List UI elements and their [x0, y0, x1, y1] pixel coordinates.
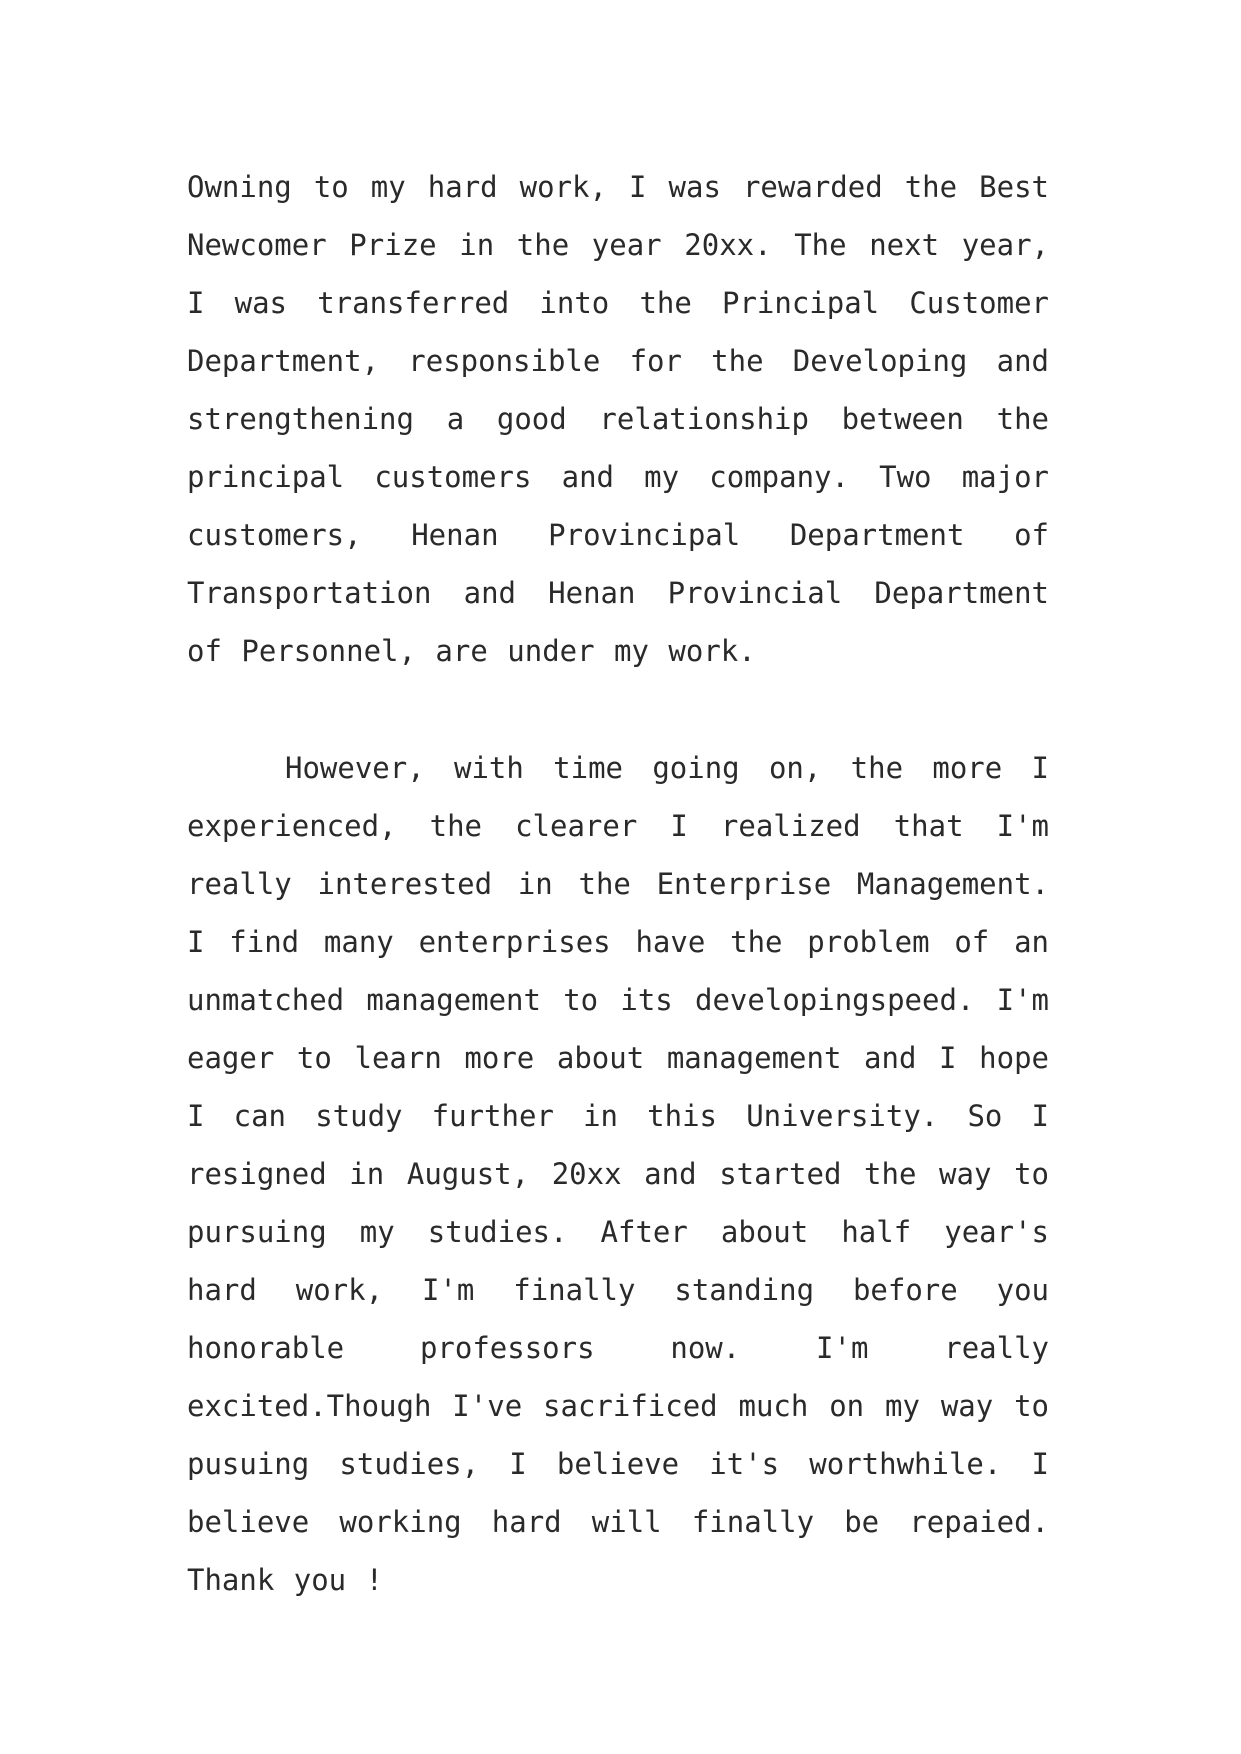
- paragraph-work-history: Owning to my hard work, I was rewarded the Best Newcomer Prize in the year 20xx. The next year, I was transferred into the Principal Customer Department, responsible for the Developing and strengthening a good relationship between the principal customers and my company. Two major customers, Henan Provincipal Department of Transportation and Henan Provincial Department of Personnel, are under my work.: [187, 170, 1049, 668]
- paragraph-study-motivation: However, with time going on, the more I experienced, the clearer I realized that I'm really interested in the Enterprise Management. I find many enterprises have the problem of an unmatched management to its developingspeed. I'm eager to learn more about management and I hope I can study further in this University. So I resigned in August, 20xx and started the way to pursuing my studies. After about half year's hard work, I'm finally standing before you honorable professors now. I'm really excited.Though I've sacrificed much on my way to pusuing studies, I believe it's worthwhile. I believe working hard will finally be repaied. Thank you !: [187, 751, 1049, 1597]
